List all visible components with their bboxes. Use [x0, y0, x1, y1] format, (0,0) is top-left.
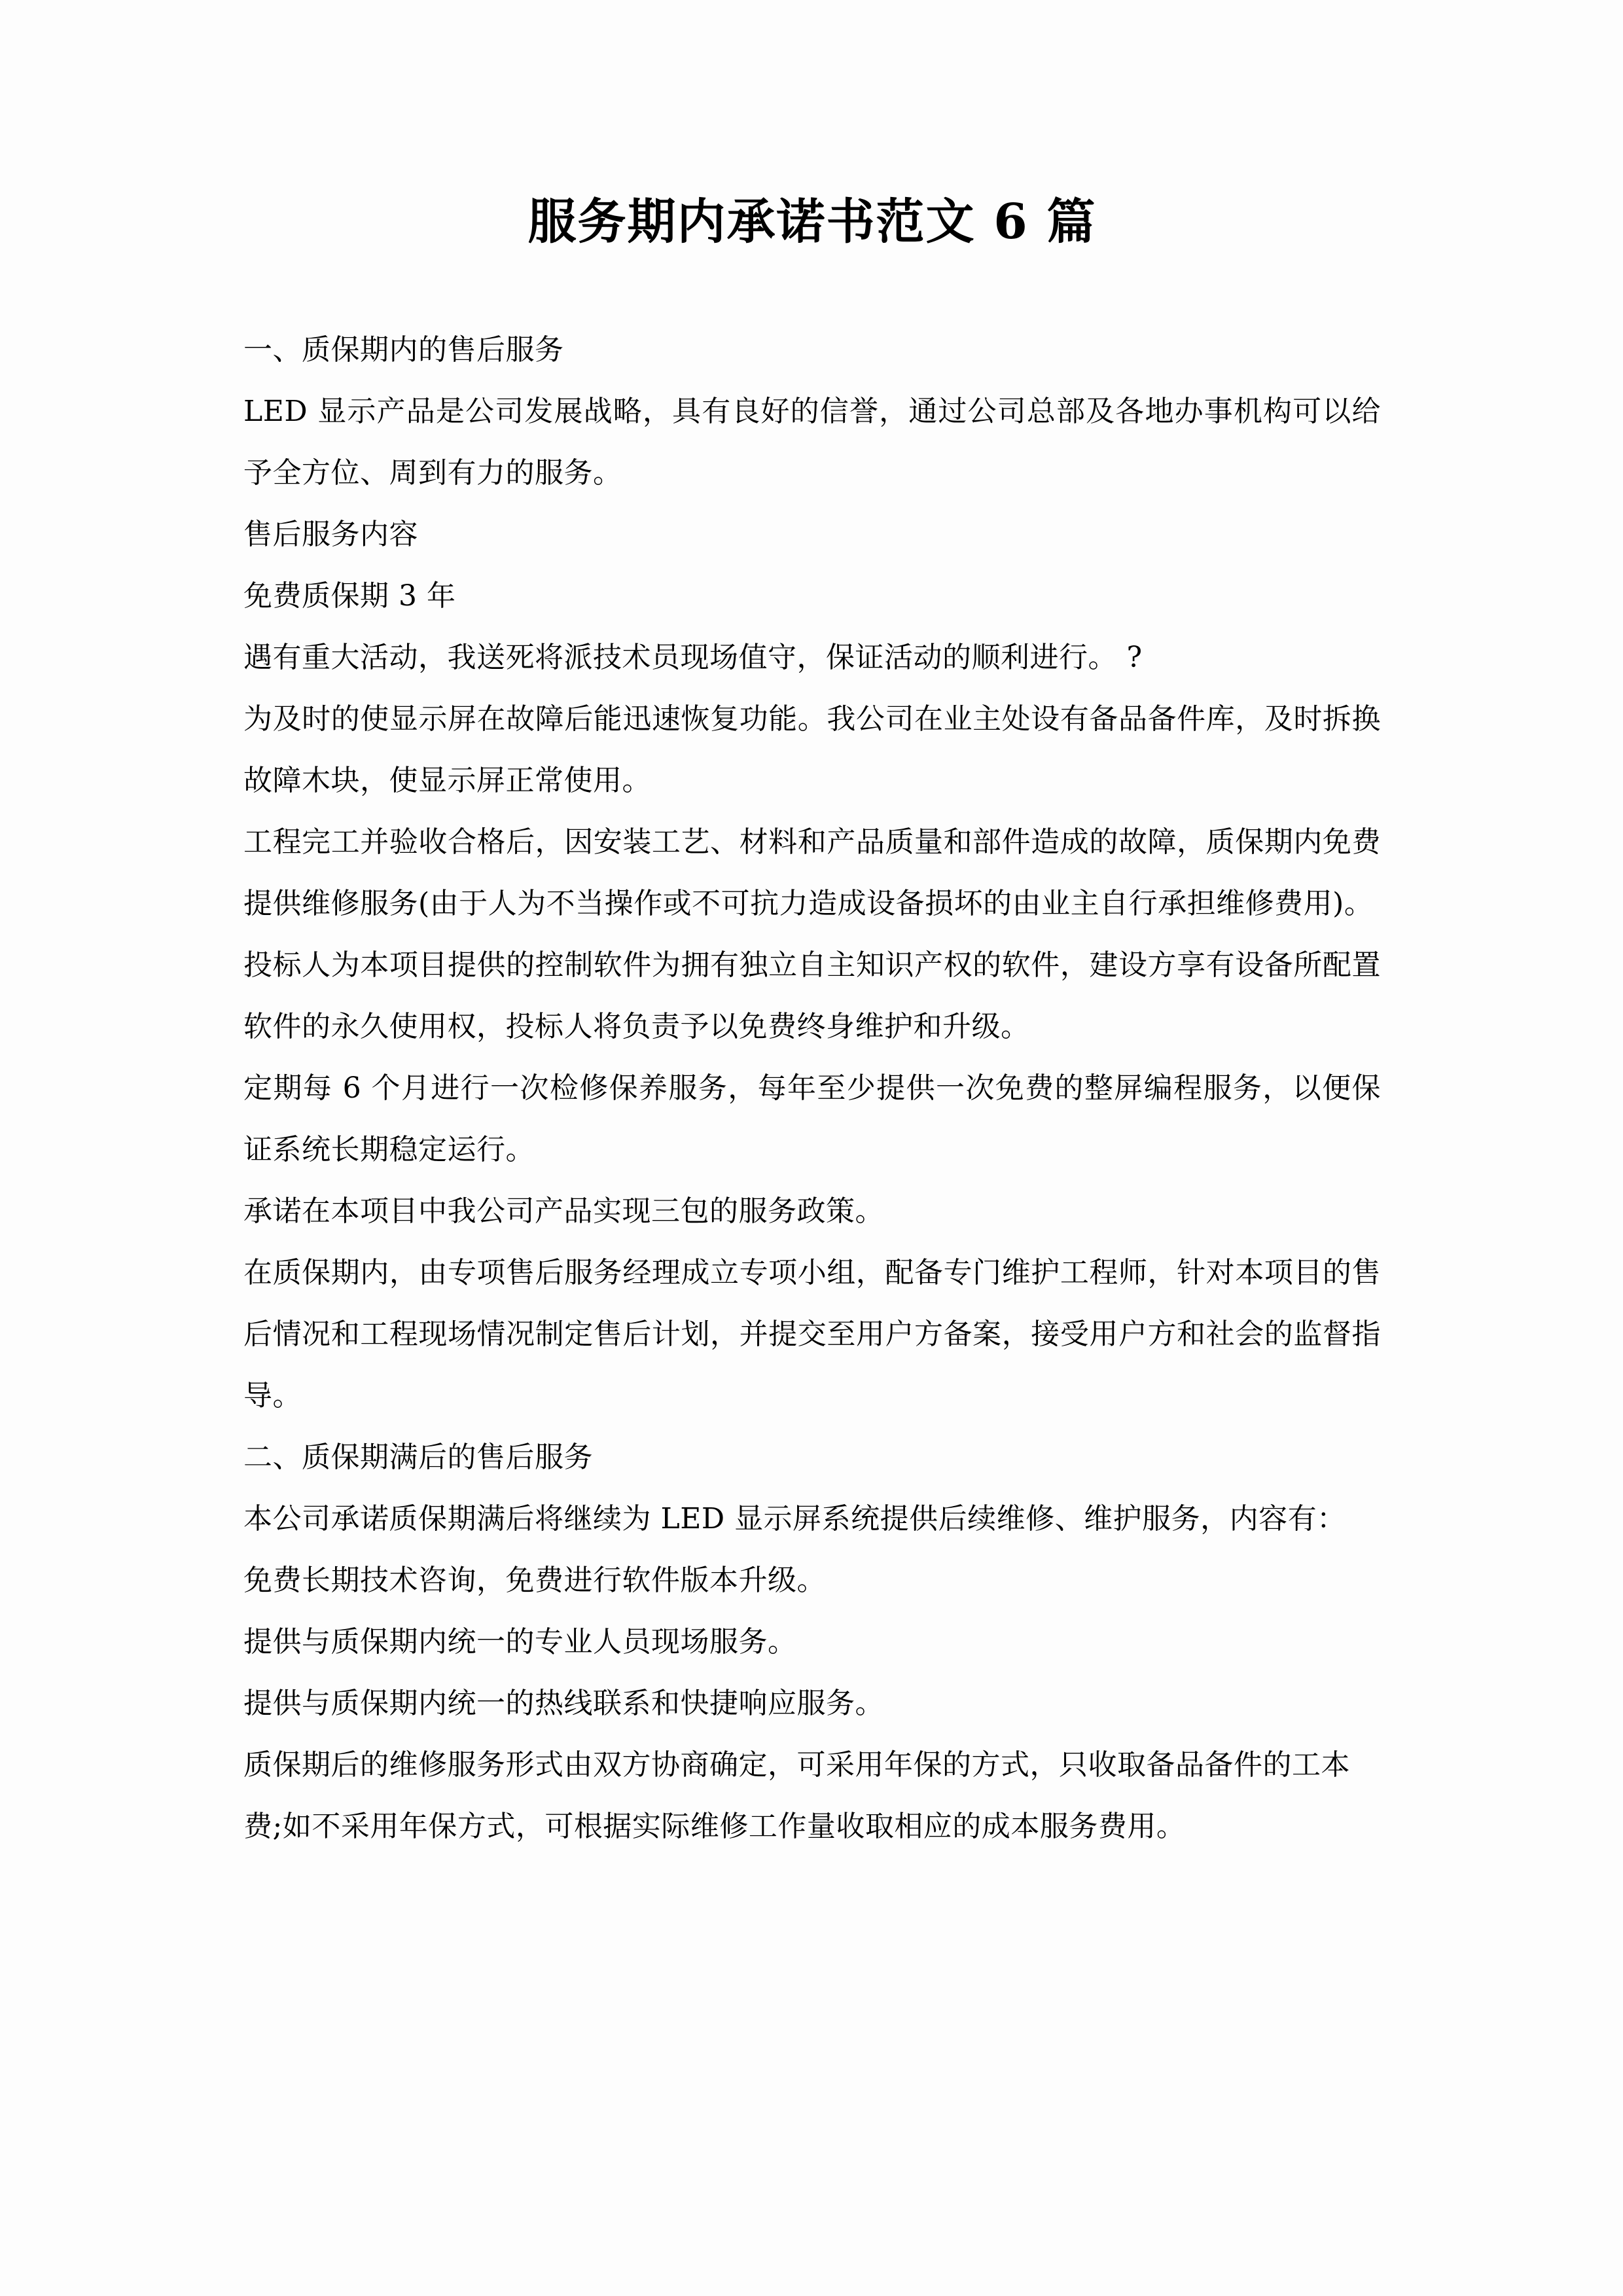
- paragraph-5: 为及时的使显示屏在故障后能迅速恢复功能。我公司在业主处设有备品备件库，及时拆换故障木块，使显示屏正常使用。: [243, 702, 1381, 797]
- page-title: 服务期内承诺书范文 6 篇: [527, 194, 1097, 250]
- paragraph-9: 承诺在本项目中我公司产品实现三包的服务政策。: [243, 1194, 884, 1228]
- section-heading-2: 二、质保期满后的售后服务: [243, 1441, 593, 1474]
- paragraph-6: 工程完工并验收合格后，因安装工艺、材料和产品质量和部件造成的故障，质保期内免费提供维修服务(由于人为不当操作或不可抗力造成设备损坏的由业主自行承担维修费用)。: [243, 825, 1381, 920]
- paragraph-12: 免费长期技术咨询，免费进行软件版本升级。: [243, 1564, 826, 1597]
- paragraph-2: 售后服务内容: [243, 518, 418, 551]
- document-paragraph-list: [243, 319, 1381, 1857]
- paragraph-11: 本公司承诺质保期满后将继续为 LED 显示屏系统提供后续维修、维护服务，内容有：: [243, 1502, 1346, 1535]
- section-heading-1: 一、质保期内的售后服务: [243, 333, 564, 367]
- paragraph-14: 提供与质保期内统一的热线联系和快捷响应服务。: [243, 1687, 884, 1720]
- paragraph-1: LED 显示产品是公司发展战略，具有良好的信誉，通过公司总部及各地办事机构可以给予全方位、周到有力的服务。: [243, 395, 1381, 490]
- paragraph-4: 遇有重大活动，我送死将派技术员现场值守，保证活动的顺利进行。 ?: [243, 641, 1143, 674]
- paragraph-10: 在质保期内，由专项售后服务经理成立专项小组，配备专门维护工程师，针对本项目的售后情况和工程现场情况制定售后计划，并提交至用户方备案，接受用户方和社会的监督指导。: [243, 1256, 1381, 1412]
- paragraph-3: 免费质保期 3 年: [243, 579, 456, 613]
- document-body: [243, 0, 1381, 1857]
- paragraph-8: 定期每 6 个月进行一次检修保养服务，每年至少提供一次免费的整屏编程服务，以便保证系统长期稳定运行。: [243, 1071, 1381, 1166]
- paragraph-15: 质保期后的维修服务形式由双方协商确定，可采用年保的方式，只收取备品备件的工本费;如不采用年保方式，可根据实际维修工作量收取相应的成本服务费用。: [243, 1748, 1350, 1843]
- paragraph-13: 提供与质保期内统一的专业人员现场服务。: [243, 1625, 797, 1659]
- paragraph-7: 投标人为本项目提供的控制软件为拥有独立自主知识产权的软件，建设方享有设备所配置软件的永久使用权，投标人将负责予以免费终身维护和升级。: [243, 948, 1381, 1043]
